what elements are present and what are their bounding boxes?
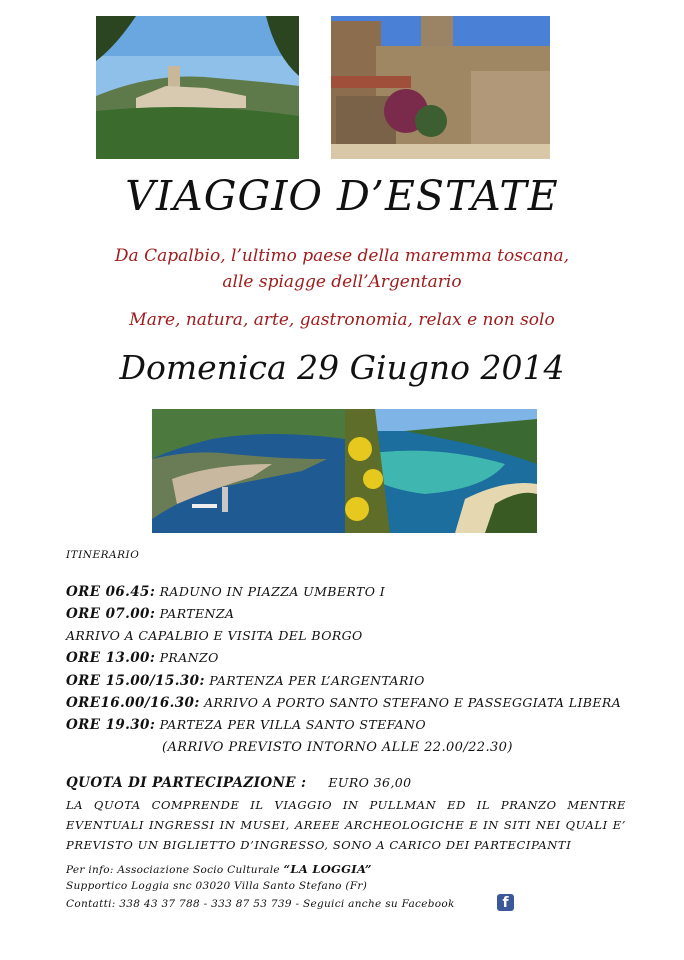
- itinerary-text: PRANZO: [155, 650, 219, 665]
- photo-capalbio-village: [331, 16, 550, 159]
- itinerary-time: ORE 06.45:: [66, 584, 156, 600]
- itinerary-time: ORE 15.00/15.30:: [66, 673, 205, 689]
- association-name: “LA LOGGIA”: [283, 862, 372, 876]
- itinerary-text: PARTENZA: [155, 606, 235, 621]
- quota-label: QUOTA DI PARTECIPAZIONE :: [66, 775, 307, 791]
- photo-porto-santo-stefano: [152, 409, 345, 533]
- itinerary-item: [66, 650, 219, 666]
- event-date: Domenica 29 Giugno 2014: [119, 348, 565, 387]
- itinerary-text: PARTENZA PER L’ARGENTARIO: [204, 673, 425, 688]
- itinerary-time: ORE 13.00:: [66, 650, 156, 666]
- itinerary-time: ORE 19.30:: [66, 717, 156, 733]
- itinerary-text: PARTEZA PER VILLA SANTO STEFANO: [155, 717, 427, 732]
- itinerary-item: [66, 695, 621, 711]
- itinerary-text: RADUNO IN PIAZZA UMBERTO I: [155, 584, 386, 599]
- address-line: Supportico Loggia snc 03020 Villa Santo Stefano (Fr): [66, 880, 368, 892]
- quota-line: [66, 775, 411, 791]
- itinerary-text: ARRIVO A CAPALBIO E VISITA DEL BORGO: [66, 628, 363, 643]
- quota-price: EURO 36,00: [328, 775, 412, 790]
- itinerary-heading: ITINERARIO: [66, 549, 140, 561]
- photo-capalbio-panorama: [96, 16, 299, 159]
- tagline: Mare, natura, arte, gastronomia, relax e non solo: [129, 310, 555, 330]
- quota-description: LA QUOTA COMPRENDE IL VIAGGIO IN PULLMAN ED IL PRANZO MENTRE EVENTUALI INGRESSI IN MUSEI, AREEE ARCHEOLOGICHE E IN SITI NEI QUALI E’ PREVISTO UN BIGLIETTO D’INGRESSO, SONO A CARICO DEI PARTECIPANTI: [66, 798, 626, 852]
- subtitle-line-1: Da Capalbio, l’ultimo paese della maremma toscana,: [114, 246, 570, 266]
- itinerary-text: ARRIVO A PORTO SANTO STEFANO E PASSEGGIATA LIBERA: [199, 695, 622, 710]
- itinerary-time: ORE16.00/16.30:: [66, 695, 200, 711]
- facebook-icon[interactable]: f: [497, 894, 514, 911]
- subtitle-line-2: alle spiagge dell’Argentario: [222, 272, 462, 292]
- info-prefix: Per info: Associazione Socio Culturale: [66, 864, 284, 876]
- itinerary-note: (ARRIVO PREVISTO INTORNO ALLE 22.00/22.30): [162, 740, 513, 755]
- itinerary-item: [66, 717, 426, 733]
- itinerary-item: [66, 628, 363, 644]
- poster-title: VIAGGIO D’ESTATE: [125, 172, 559, 220]
- photo-argentario-beach: [345, 409, 537, 533]
- itinerary-time: ORE 07.00:: [66, 606, 156, 622]
- info-line: [66, 862, 372, 876]
- itinerary-item: [66, 673, 425, 689]
- contacts-line: Contatti: 338 43 37 788 - 333 87 53 739 - Seguici anche su Facebook: [66, 898, 455, 910]
- itinerary-item: [66, 606, 234, 622]
- itinerary-item: [66, 584, 385, 600]
